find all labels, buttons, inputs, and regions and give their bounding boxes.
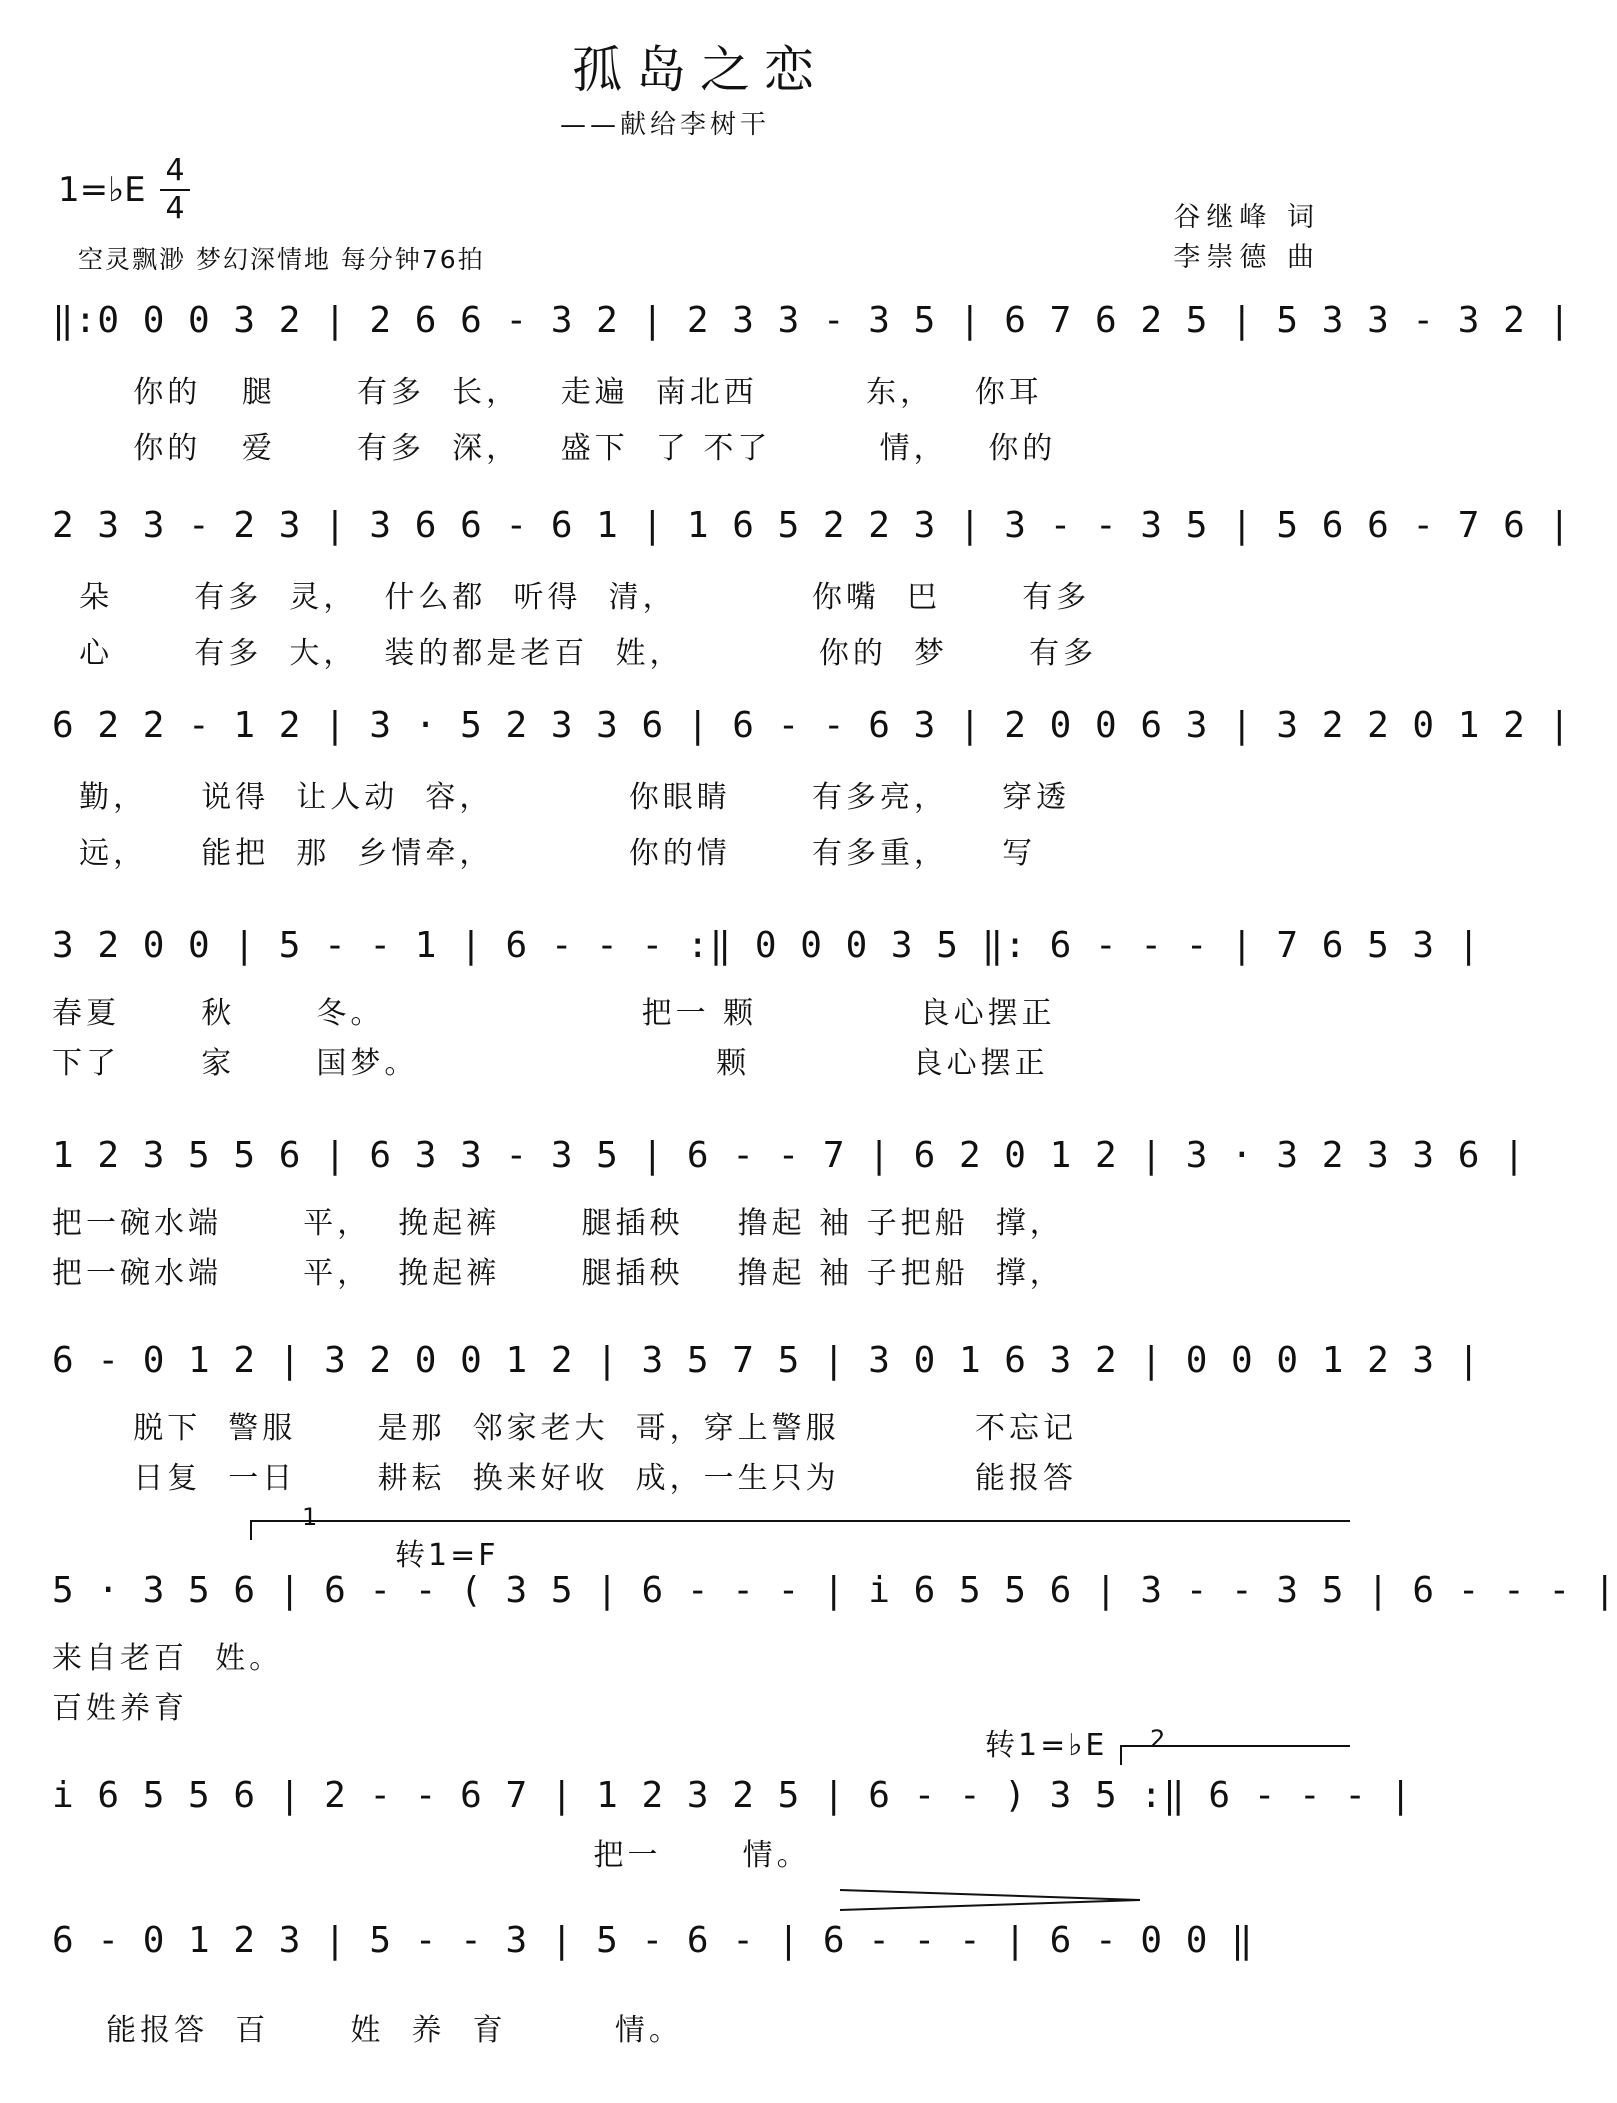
lyric-verse-1: 来自老百 姓。: [52, 1641, 284, 1676]
volta-number-1: 1: [302, 1503, 318, 1531]
meter-bottom: 4: [165, 191, 185, 226]
volta-tick-2: [1120, 1745, 1122, 1765]
lyric-verse-1: 把一 情。: [52, 1838, 811, 1873]
key-signature: 1=♭E: [58, 170, 146, 210]
music-system-8: [52, 1775, 1413, 1874]
lyric-verse-2: 百姓养育: [52, 1691, 188, 1726]
lyric-verse-2: 日复 一日 耕耘 换来好收 成，一生只为 能报答: [52, 1461, 1078, 1496]
lyric-verse-2: 下了 家 国梦。 颗 良心摆正: [52, 1046, 1049, 1081]
meter-top: 4: [165, 153, 185, 188]
lyric-verse-2: 远， 能把 那 乡情牵， 你的情 有多重， 写: [52, 836, 1037, 871]
music-system-3: [52, 705, 1572, 872]
notation-line: 6 2 2 - 1 2 | 3 · 5 2 3 3 6 | 6 - - 6 3 | 2 0 0 6 3 | 3 2 2 0 1 2 |: [52, 705, 1572, 746]
dedication-subtitle: ——献给李树干: [560, 110, 771, 140]
lyric-verse-2: 心 有多 大， 装的都是老百 姓， 你的 梦 有多: [52, 636, 1098, 671]
music-system-2: [52, 505, 1572, 672]
notation-line: 3 2 0 0 | 5 - - 1 | 6 - - - :‖ 0 0 0 3 5 ‖: 6 - - - | 7 6 5 3 |: [52, 925, 1481, 966]
lyric-verse-1: 朵 有多 灵， 什么都 听得 清， 你嘴 巴 有多: [52, 580, 1091, 615]
notation-line: i 6 5 5 6 | 2 - - 6 7 | 1 2 3 2 5 | 6 - - ) 3 5 :‖ 6 - - - |: [52, 1775, 1413, 1816]
lyric-verse-1: 能报答 百 姓 养 育 情。: [52, 2013, 683, 2048]
lyric-verse-1: 你的 腿 有多 长， 走遍 南北西 东， 你耳: [52, 375, 1043, 410]
notation-line: ‖:0 0 0 3 2 | 2 6 6 - 3 2 | 2 3 3 - 3 5 | 6 7 6 2 5 | 5 3 3 - 3 2 |: [52, 300, 1572, 341]
music-system-9: [52, 1920, 1352, 2049]
lyric-verse-1: 春夏 秋 冬。 把一 颗 良心摆正: [52, 996, 1056, 1031]
lyric-verse-1: 把一碗水端 平， 挽起裤 腿插秧 撸起 袖 子把船 撑，: [52, 1206, 1064, 1241]
notation-line: 2 3 3 - 2 3 | 3 6 6 - 6 1 | 1 6 5 2 2 3 | 3 - - 3 5 | 5 6 6 - 7 6 |: [52, 505, 1572, 546]
lyric-verse-2: 把一碗水端 平， 挽起裤 腿插秧 撸起 袖 子把船 撑，: [52, 1256, 1064, 1291]
tempo-marking: 空灵飘渺 梦幻深情地 每分钟76拍: [78, 245, 485, 274]
volta-bracket-1: [250, 1520, 1350, 1522]
music-system-6: [52, 1340, 1481, 1497]
time-signature: [160, 155, 190, 225]
modulation-marking: 转1=♭E: [985, 1728, 1108, 1763]
lyric-verse-1: 脱下 警服 是那 邻家老大 哥，穿上警服 不忘记: [52, 1411, 1078, 1446]
notation-line: 6 - 0 1 2 | 3 2 0 0 1 2 | 3 5 7 5 | 3 0 1 6 3 2 | 0 0 0 1 2 3 |: [52, 1340, 1481, 1381]
music-system-4: [52, 925, 1481, 1082]
lyric-verse-2: 你的 爱 有多 深， 盛下 了 不了 情， 你的: [52, 431, 1057, 466]
lyricist-credit: 谷继峰 词: [1173, 202, 1320, 233]
song-title: 孤岛之恋: [572, 41, 828, 99]
composer-credit: 李崇德 曲: [1173, 242, 1320, 273]
notation-line: 6 - 0 1 2 3 | 5 - - 3 | 5 - 6 - | 6 - - - | 6 - 0 0 ‖: [52, 1920, 1254, 1961]
notation-line: 5 · 3 5 6 | 6 - - ( 3 5 | 6 - - - | i 6 5 5 6 | 3 - - 3 5 | 6 - - - |: [52, 1570, 1617, 1611]
decrescendo-hairpin: [840, 1888, 1150, 1912]
modulation-marking: 转1=F: [395, 1538, 499, 1573]
volta-tick-1: [250, 1520, 252, 1540]
volta-number-2: 2: [1150, 1725, 1166, 1753]
notation-line: 1 2 3 5 5 6 | 6 3 3 - 3 5 | 6 - - 7 | 6 2 0 1 2 | 3 · 3 2 3 3 6 |: [52, 1135, 1526, 1176]
music-system-7: [52, 1570, 1617, 1727]
music-system-5: [52, 1135, 1526, 1292]
music-system-1: [52, 300, 1572, 467]
lyric-verse-1: 勤， 说得 让人动 容， 你眼睛 有多亮， 穿透: [52, 780, 1071, 815]
